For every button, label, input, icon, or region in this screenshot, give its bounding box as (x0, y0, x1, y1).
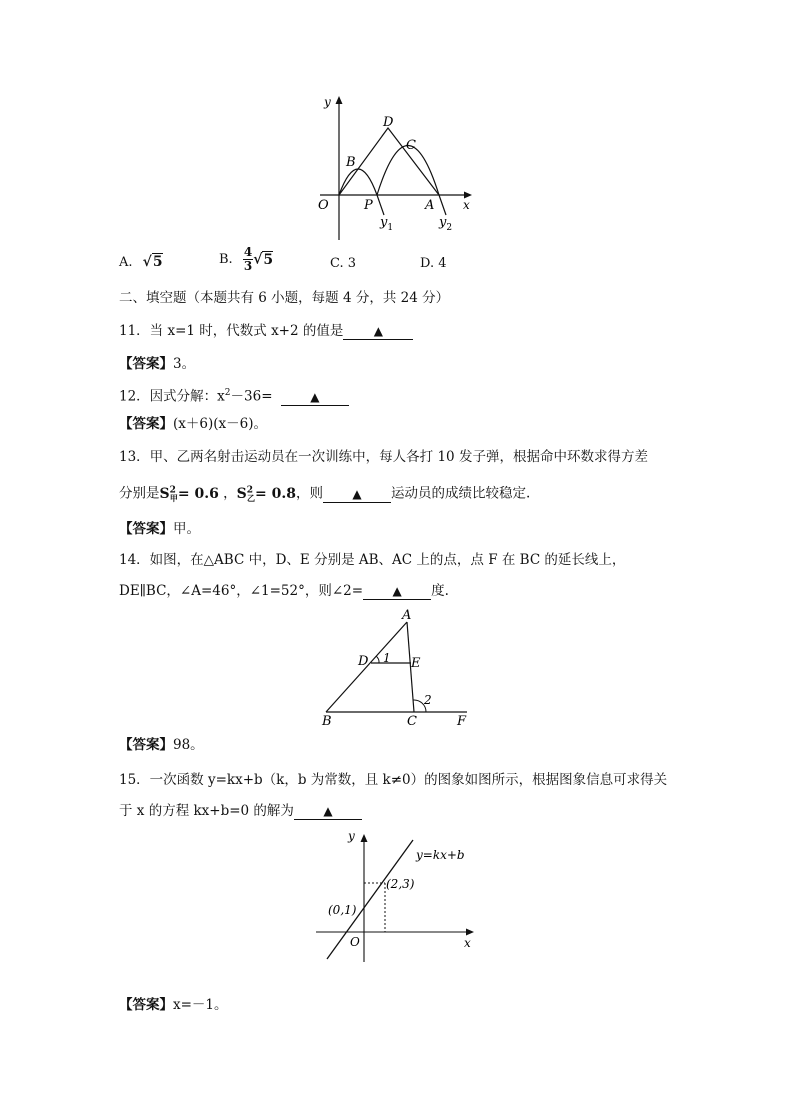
question-13-line1: 13．甲、乙两名射击运动员在一次训练中，每人各打 10 发子弹，根据命中环数求得方差 (119, 449, 648, 465)
answer-label: 【答案】 (119, 737, 173, 753)
option-a (119, 254, 163, 270)
q13-answer: 甲。 (173, 521, 200, 537)
answer-label: 【答案】 (119, 356, 173, 372)
option-b (219, 246, 273, 273)
q11-answer: 3。 (173, 356, 196, 372)
q14-answer: 98。 (173, 737, 204, 753)
label-1: 1 (383, 651, 391, 665)
triangle-figure (316, 607, 476, 729)
parabola-figure (300, 88, 490, 240)
label-o: O (350, 935, 360, 949)
answer-11 (119, 355, 195, 373)
parabola-y1 (339, 169, 384, 215)
q12-text-b: －36= (230, 388, 273, 405)
label-b: B (346, 155, 356, 170)
label-a: A (425, 198, 435, 213)
q14-line2: DE∥BC，∠A=46°，∠1=52°，则∠2= (119, 583, 364, 599)
linear-function-figure (312, 826, 482, 962)
q12-blank: ▲ (281, 390, 349, 406)
q13-comma: ， (223, 485, 237, 502)
option-b-root: √5 (253, 251, 274, 268)
parabola-y2 (377, 146, 446, 216)
q13-variance-yi: $S^2_乙= 0.8$ (236, 485, 297, 504)
q11-text: 11．当 x=1 时，代数式 x+2 的值是 (119, 323, 344, 339)
question-15-line2 (119, 802, 362, 820)
label-p: P (364, 198, 373, 213)
q14-post: 度. (431, 583, 449, 599)
option-d: D. 4 (420, 256, 447, 271)
q15-line2: 于 x 的方程 kx+b=0 的解为 (119, 803, 294, 819)
label-y1: $y_1$ (380, 215, 394, 233)
label-2: 2 (424, 693, 432, 707)
q15-answer: x=－1。 (173, 997, 228, 1013)
q12-text-a: 12．因式分解：x (119, 388, 225, 405)
label-equation: y=kx+b (416, 848, 465, 862)
label-c: C (407, 714, 417, 729)
label-a: A (402, 608, 412, 623)
answer-12 (119, 415, 267, 433)
label-y: y (348, 829, 355, 843)
option-b-fraction: $\frac{4}{3}$ (243, 245, 253, 273)
q12-sup: 2 (224, 388, 231, 398)
answer-13 (119, 520, 200, 538)
question-14-line2 (119, 582, 449, 600)
q12-answer: (x＋6)(x－6)。 (173, 416, 267, 432)
q13-pre: 分别是 (119, 485, 160, 502)
answer-15 (119, 996, 228, 1014)
answer-label: 【答案】 (119, 997, 173, 1013)
label-x: x (464, 936, 471, 950)
angle-1-arc (376, 656, 379, 663)
label-d: D (383, 115, 394, 130)
y-axis-arrow (361, 834, 368, 842)
option-a-label: A. (119, 255, 133, 270)
label-f: F (457, 714, 467, 729)
question-13-line2 (119, 481, 530, 507)
option-a-value: √5 (142, 254, 163, 270)
answer-label: 【答案】 (119, 521, 173, 537)
label-c: C (406, 138, 416, 153)
label-d: D (358, 654, 369, 669)
q13-post: 运动员的成绩比较稳定. (391, 485, 531, 502)
question-15-line1: 15．一次函数 y=kx+b（k，b 为常数，且 k≠0）的图象如图所示，根据图象信息可求得关 (119, 772, 668, 788)
option-c: C. 3 (330, 256, 357, 271)
question-11 (119, 322, 413, 340)
y-axis-arrow (336, 96, 343, 104)
answer-label: 【答案】 (119, 416, 173, 432)
q15-blank: ▲ (294, 804, 362, 820)
label-x: x (463, 198, 470, 212)
label-point-2-3: (2,3) (386, 877, 415, 891)
q14-blank: ▲ (363, 584, 431, 600)
label-b: B (322, 714, 332, 729)
label-o: O (318, 198, 329, 213)
answer-14 (119, 736, 204, 754)
question-14-line1: 14．如图，在△ABC 中，D、E 分别是 AB、AC 上的点，点 F 在 BC 的延长线上， (119, 552, 626, 568)
section-heading: 二、填空题（本题共有 6 小题，每题 4 分，共 24 分） (119, 290, 450, 306)
label-y: y (324, 95, 331, 109)
q11-blank: ▲ (343, 324, 413, 340)
label-e: E (411, 656, 421, 671)
q13-mid: ，则 (296, 485, 324, 502)
question-12 (119, 384, 349, 406)
q13-blank: ▲ (323, 487, 391, 503)
label-y2: $y_2$ (439, 215, 453, 233)
q13-variance-jia: $S^2_甲= 0.6$ (159, 485, 219, 504)
x-axis-arrow (466, 929, 474, 936)
option-b-label: B. (219, 252, 233, 267)
function-line (327, 840, 413, 959)
label-point-0-1: (0,1) (328, 903, 357, 917)
